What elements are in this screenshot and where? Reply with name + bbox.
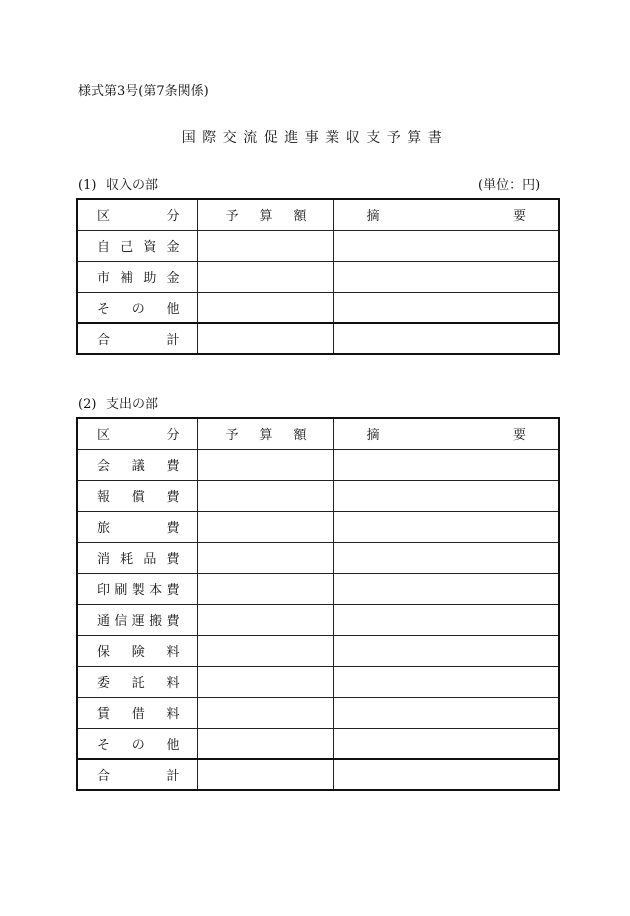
income-header-row [77,199,559,230]
expense-summary-cell[interactable] [333,728,559,759]
expense-summary-cell[interactable] [333,666,559,697]
expense-row [77,635,559,666]
income-header-category-text: 区 分 [97,209,180,225]
expense-row-label-text: 保 険 料 [97,645,180,660]
expense-header-summary [333,418,559,449]
expense-header-amount [197,418,333,449]
income-row [77,261,559,292]
income-section-label [78,174,158,193]
income-total-label [77,323,197,354]
expense-amount-cell[interactable] [197,728,333,759]
expense-amount-cell[interactable] [197,697,333,728]
income-total-row [77,323,559,354]
expense-summary-cell[interactable] [333,480,559,511]
income-header-amount [197,199,333,230]
expense-row-label [77,666,197,697]
income-amount-cell[interactable] [197,292,333,323]
expense-summary-cell[interactable] [333,604,559,635]
expense-row-label [77,511,197,542]
expense-amount-cell[interactable] [197,759,333,790]
expense-total-label [77,759,197,790]
expense-header-category [77,418,197,449]
expense-row [77,511,559,542]
expense-amount-cell[interactable] [197,542,333,573]
expense-summary-cell[interactable] [333,635,559,666]
expense-row-label [77,542,197,573]
expense-amount-cell[interactable] [197,604,333,635]
income-table-body [77,199,559,354]
expense-row-label [77,604,197,635]
income-row-label-text: 合 計 [97,333,180,348]
income-amount-cell[interactable] [197,323,333,354]
income-row-label [77,292,197,323]
expense-row [77,542,559,573]
expense-amount-cell[interactable] [197,449,333,480]
expense-table-body [77,418,559,790]
expense-row [77,666,559,697]
income-row-label [77,230,197,261]
expense-header-category-text: 区 分 [97,428,180,444]
expense-row-label [77,697,197,728]
income-row [77,292,559,323]
expense-row [77,480,559,511]
income-summary-cell[interactable] [333,230,559,261]
expense-section-number: (2) [78,397,97,412]
income-header-summary [333,199,559,230]
income-row-label [77,261,197,292]
expense-row-label-text: 合 計 [97,769,180,784]
expense-row [77,604,559,635]
expense-total-row [77,759,559,790]
expense-summary-cell[interactable] [333,697,559,728]
expense-table [76,417,560,791]
income-summary-cell[interactable] [333,323,559,354]
expense-row-label-text: 会 議 費 [97,459,180,474]
expense-amount-cell[interactable] [197,480,333,511]
expense-row-label-text: 報 償 費 [97,490,180,505]
expense-header-amount-text: 予 算 額 [225,428,307,444]
expense-header-summary-text: 摘 要 [366,428,526,444]
expense-summary-cell[interactable] [333,542,559,573]
income-section-number: (1) [78,178,97,193]
expense-amount-cell[interactable] [197,666,333,697]
income-header-amount-text: 予 算 額 [225,209,307,225]
expense-row [77,728,559,759]
expense-header-row [77,418,559,449]
expense-summary-cell[interactable] [333,511,559,542]
expense-row-label [77,480,197,511]
expense-row-label-text: 賃 借 料 [97,707,180,722]
income-header-summary-text: 摘 要 [366,209,526,225]
income-summary-cell[interactable] [333,292,559,323]
income-amount-cell[interactable] [197,261,333,292]
expense-amount-cell[interactable] [197,573,333,604]
expense-amount-cell[interactable] [197,511,333,542]
expense-row-label [77,728,197,759]
expense-row [77,573,559,604]
expense-row-label-text: 旅 費 [97,521,180,536]
expense-summary-cell[interactable] [333,573,559,604]
expense-summary-cell[interactable] [333,449,559,480]
income-row-label-text: そ の 他 [97,301,180,317]
income-table [76,198,560,355]
document-title: 国際交流促進事業収支予算書 [181,130,449,146]
income-amount-cell[interactable] [197,230,333,261]
unit-label: (単位：円) [478,178,541,193]
expense-section-title: 支出の部 [106,397,159,412]
expense-summary-cell[interactable] [333,759,559,790]
expense-row-label-text: 消 耗 品 費 [97,552,180,567]
expense-row-label [77,449,197,480]
expense-row [77,449,559,480]
income-header-category [77,199,197,230]
expense-row-label-text: 委 託 料 [97,676,180,691]
income-row-label-text: 自 己 資 金 [97,240,180,255]
expense-row-label-text: 通 信 運 搬 費 [97,614,180,629]
income-row [77,230,559,261]
form-number: 様式第3号(第7条関係) [78,84,209,99]
income-row-label-text: 市 補 助 金 [97,271,180,286]
expense-row-label [77,573,197,604]
expense-row-label [77,635,197,666]
expense-section-label [78,393,158,412]
income-section-title: 収入の部 [106,178,159,193]
expense-row-label-text: 印 刷 製 本 費 [97,583,180,598]
expense-row-label-text: そ の 他 [97,737,180,753]
expense-row [77,697,559,728]
income-summary-cell[interactable] [333,261,559,292]
expense-amount-cell[interactable] [197,635,333,666]
